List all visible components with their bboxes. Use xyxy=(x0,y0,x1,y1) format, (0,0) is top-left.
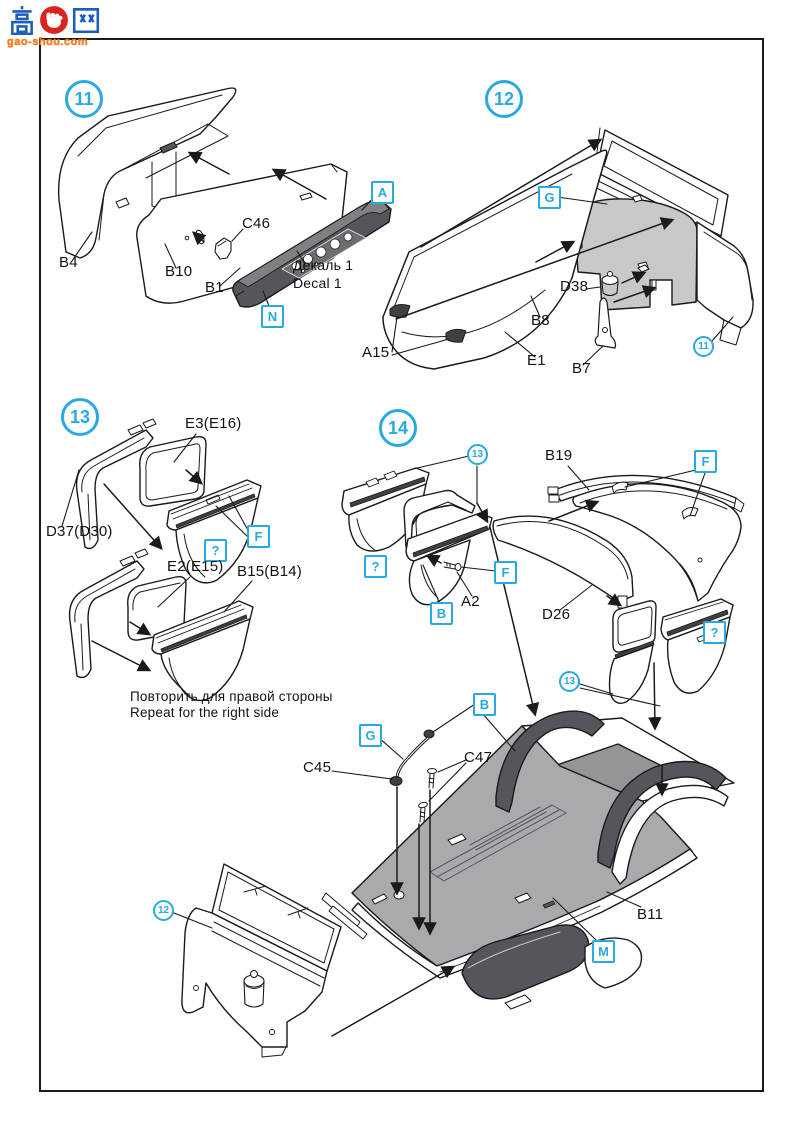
part-label-a2: A2 xyxy=(461,593,480,610)
part-label-a15: A15 xyxy=(362,344,390,361)
step-number-11: 11 xyxy=(65,80,103,118)
sprue-box-f-right: F xyxy=(694,450,717,473)
part-label-b15: B15(B14) xyxy=(237,563,302,580)
repeat-note-en: Repeat for the right side xyxy=(130,705,280,720)
step-number-13: 13 xyxy=(61,398,99,436)
step-ref-13-bottom: 13 xyxy=(559,671,580,692)
decal-note-en: Decal 1 xyxy=(293,275,342,291)
sprue-box-a: A xyxy=(371,181,394,204)
site-logo xyxy=(7,5,137,48)
sprue-box-b-door: B xyxy=(430,602,453,625)
part-label-b11: B11 xyxy=(637,906,664,923)
part-label-e1: E1 xyxy=(527,352,546,369)
sprue-box-f: F xyxy=(247,525,270,548)
part-label-c47: C47 xyxy=(464,749,493,766)
part-label-c45: C45 xyxy=(303,759,332,776)
sprue-box-question: ? xyxy=(204,539,227,562)
part-label-d38: D38 xyxy=(560,278,589,295)
logo-char-wang-icon xyxy=(71,5,101,35)
step-ref-13-top: 13 xyxy=(467,444,488,465)
step-ref-12: 12 xyxy=(153,900,174,921)
sprue-box-g-lever: G xyxy=(359,724,382,747)
step-number-14: 14 xyxy=(379,409,417,447)
part-label-c46: C46 xyxy=(242,215,271,232)
logo-site-url: gao-shou.com xyxy=(7,36,89,48)
step-ref-11: 11 xyxy=(693,336,714,357)
part-label-d26: D26 xyxy=(542,606,571,623)
sprue-box-m: M xyxy=(592,940,615,963)
repeat-note-ru: Повторить для правой стороны xyxy=(130,689,333,704)
part-label-e2: E2(E15) xyxy=(167,558,224,575)
sprue-box-n: N xyxy=(261,305,284,328)
part-label-b7: B7 xyxy=(572,360,591,377)
logo-badge-hand-icon xyxy=(39,5,69,35)
step13-art xyxy=(62,419,261,700)
decal-note-ru: Декаль 1 xyxy=(293,257,354,273)
part-label-b8: B8 xyxy=(531,312,550,329)
sprue-box-question-left: ? xyxy=(364,555,387,578)
part-label-e3: E3(E16) xyxy=(185,415,242,432)
step12-art xyxy=(383,128,753,369)
part-label-b19: B19 xyxy=(545,447,573,464)
sprue-box-g: G xyxy=(538,186,561,209)
part-label-b4: B4 xyxy=(59,254,78,271)
part-label-b1: B1 xyxy=(205,279,224,296)
logo-char-gao-icon xyxy=(7,5,37,35)
sprue-box-question-right: ? xyxy=(703,621,726,644)
sprue-box-f-door: F xyxy=(494,561,517,584)
sprue-box-b: B xyxy=(473,693,496,716)
part-label-b10: B10 xyxy=(165,263,193,280)
step-number-12: 12 xyxy=(485,80,523,118)
part-label-d37: D37(D30) xyxy=(46,523,113,540)
